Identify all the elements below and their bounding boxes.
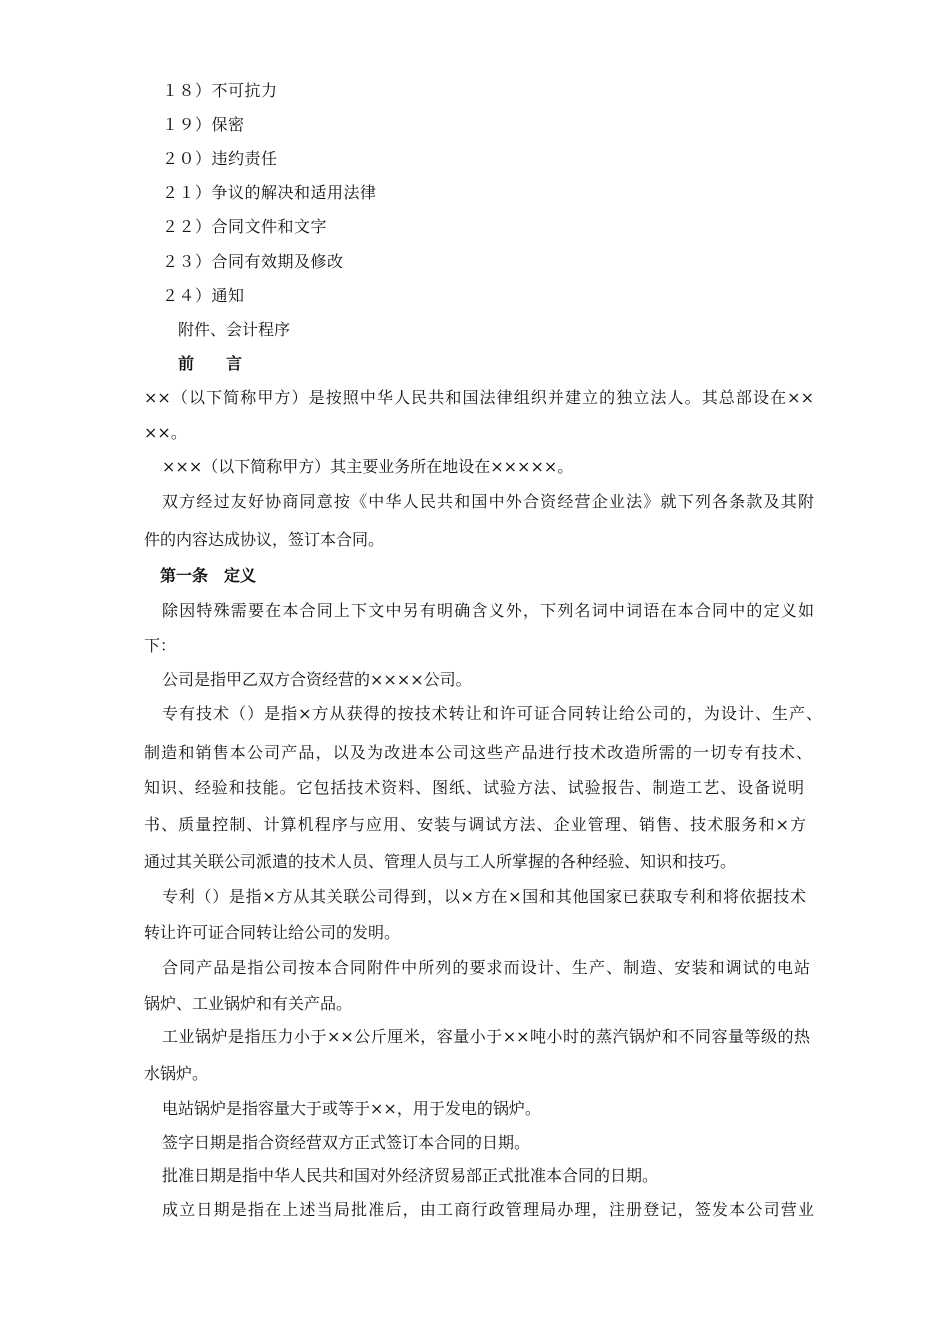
- preface-p3-line1: 双方经过友好协商同意按《中华人民共和国中外合资经营企业法》就下列各条款及其附: [162, 492, 814, 511]
- definition-power-boiler: 电站锅炉是指容量大于或等于××，用于发电的锅炉。: [162, 1099, 541, 1118]
- toc-item-18: １８）不可抗力: [162, 81, 278, 100]
- toc-item-20: ２０）违约责任: [162, 149, 278, 168]
- definition-patent-line1: 专利（）是指×方从其关联公司得到，以×方在×国和其他国家已获取专利和将依据技术: [162, 887, 806, 906]
- definition-establish-line1: 成立日期是指在上述当局批准后，由工商行政管理局办理，注册登记，签发本公司营业: [162, 1200, 814, 1219]
- definition-knowhow-line2: 制造和销售本公司产品，以及为改进本公司这些产品进行技术改造所需的一切专有技术、: [144, 743, 812, 762]
- preface-p2: ×××（以下简称甲方）其主要业务所在地设在×××××。: [162, 457, 574, 476]
- preface-p1-line1: ××（以下简称甲方）是按照中华人民共和国法律组织并建立的独立法人。其总部设在××: [144, 388, 814, 407]
- definition-knowhow-line1: 专有技术（）是指×方从获得的按技术转让和许可证合同转让给公司的，为设计、生产、: [162, 704, 822, 723]
- definition-company: 公司是指甲乙双方合资经营的××××公司。: [162, 670, 472, 689]
- appendix-line: 附件、会计程序: [178, 320, 291, 339]
- definition-knowhow-line5: 通过其关联公司派遣的技术人员、管理人员与工人所掌握的各种经验、知识和技巧。: [144, 852, 737, 871]
- toc-item-21: ２１）争议的解决和适用法律: [162, 183, 377, 202]
- definition-signing-date: 签字日期是指合资经营双方正式签订本合同的日期。: [162, 1133, 531, 1152]
- toc-item-24: ２４）通知: [162, 286, 245, 305]
- preface-p1-line2: ××。: [144, 423, 187, 442]
- toc-item-19: １９）保密: [162, 115, 245, 134]
- definition-patent-line2: 转让许可证合同转让给公司的发明。: [144, 923, 401, 942]
- article1-intro-line1: 除因特殊需要在本合同上下文中另有明确含义外，下列名词中词语在本合同中的定义如: [162, 601, 814, 620]
- toc-item-23: ２３）合同有效期及修改: [162, 252, 344, 271]
- definition-industrial-line1: 工业锅炉是指压力小于××公斤厘米，容量小于××吨小时的蒸汽锅炉和不同容量等级的热: [162, 1027, 810, 1046]
- definition-industrial-line2: 水锅炉。: [144, 1064, 209, 1083]
- article1-intro-line2: 下：: [144, 636, 177, 655]
- preface-p3-line2: 件的内容达成协议，签订本合同。: [144, 530, 385, 549]
- preface-heading: 前 言: [178, 354, 243, 373]
- definition-knowhow-line3: 知识、经验和技能。它包括技术资料、图纸、试验方法、试验报告、制造工艺、设备说明: [144, 778, 804, 797]
- definition-knowhow-line4: 书、质量控制、计算机程序与应用、安装与调试方法、企业管理、销售、技术服务和×方: [144, 815, 806, 834]
- definition-product-line2: 锅炉、工业锅炉和有关产品。: [144, 994, 353, 1013]
- definition-approval-date: 批准日期是指中华人民共和国对外经济贸易部正式批准本合同的日期。: [162, 1166, 659, 1185]
- article1-heading: 第一条 定义: [160, 566, 257, 585]
- toc-item-22: ２２）合同文件和文字: [162, 217, 328, 236]
- definition-product-line1: 合同产品是指公司按本合同附件中所列的要求而设计、生产、制造、安装和调试的电站: [162, 958, 810, 977]
